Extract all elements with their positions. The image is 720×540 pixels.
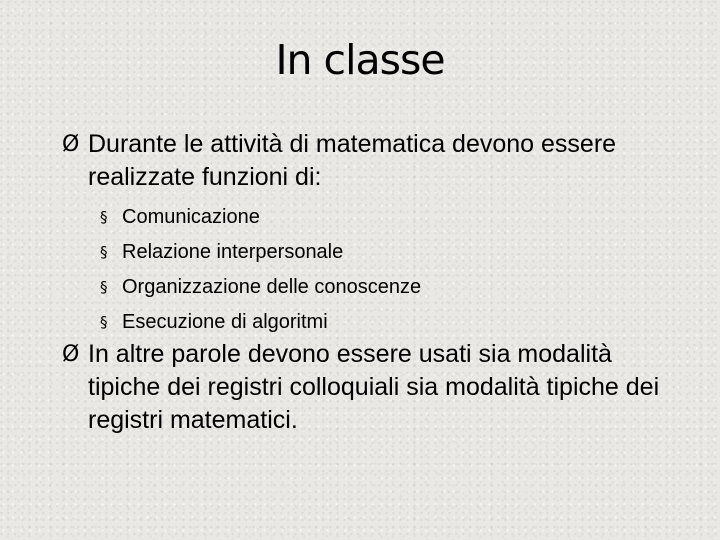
arrow-bullet-icon: Ø bbox=[62, 342, 80, 367]
square-bullet-icon: § bbox=[100, 278, 108, 296]
list-item bbox=[100, 270, 660, 305]
list-item-label: Comunicazione bbox=[122, 206, 260, 228]
list-item-label: Esecuzione di algoritmi bbox=[122, 311, 328, 333]
bullet-functions bbox=[62, 128, 688, 194]
list-item-label: Relazione interpersonale bbox=[122, 241, 344, 263]
list-item bbox=[100, 305, 660, 340]
square-bullet-icon: § bbox=[100, 243, 108, 261]
list-item bbox=[100, 200, 660, 235]
square-bullet-icon: § bbox=[100, 208, 108, 226]
list-item-label: Organizzazione delle conoscenze bbox=[122, 276, 422, 298]
list-item bbox=[100, 235, 660, 270]
functions-list bbox=[100, 200, 660, 340]
bullet-text: In altre parole devono essere usati sia modalità tipiche dei registri colloquiali sia modalità tipiche dei registri matematici. bbox=[88, 340, 660, 434]
slide-title: In classe bbox=[275, 36, 445, 84]
bullet-registers bbox=[62, 338, 688, 437]
arrow-bullet-icon: Ø bbox=[62, 132, 80, 157]
square-bullet-icon: § bbox=[100, 313, 108, 331]
bullet-text: Durante le attività di matematica devono essere realizzate funzioni di: bbox=[88, 130, 617, 191]
